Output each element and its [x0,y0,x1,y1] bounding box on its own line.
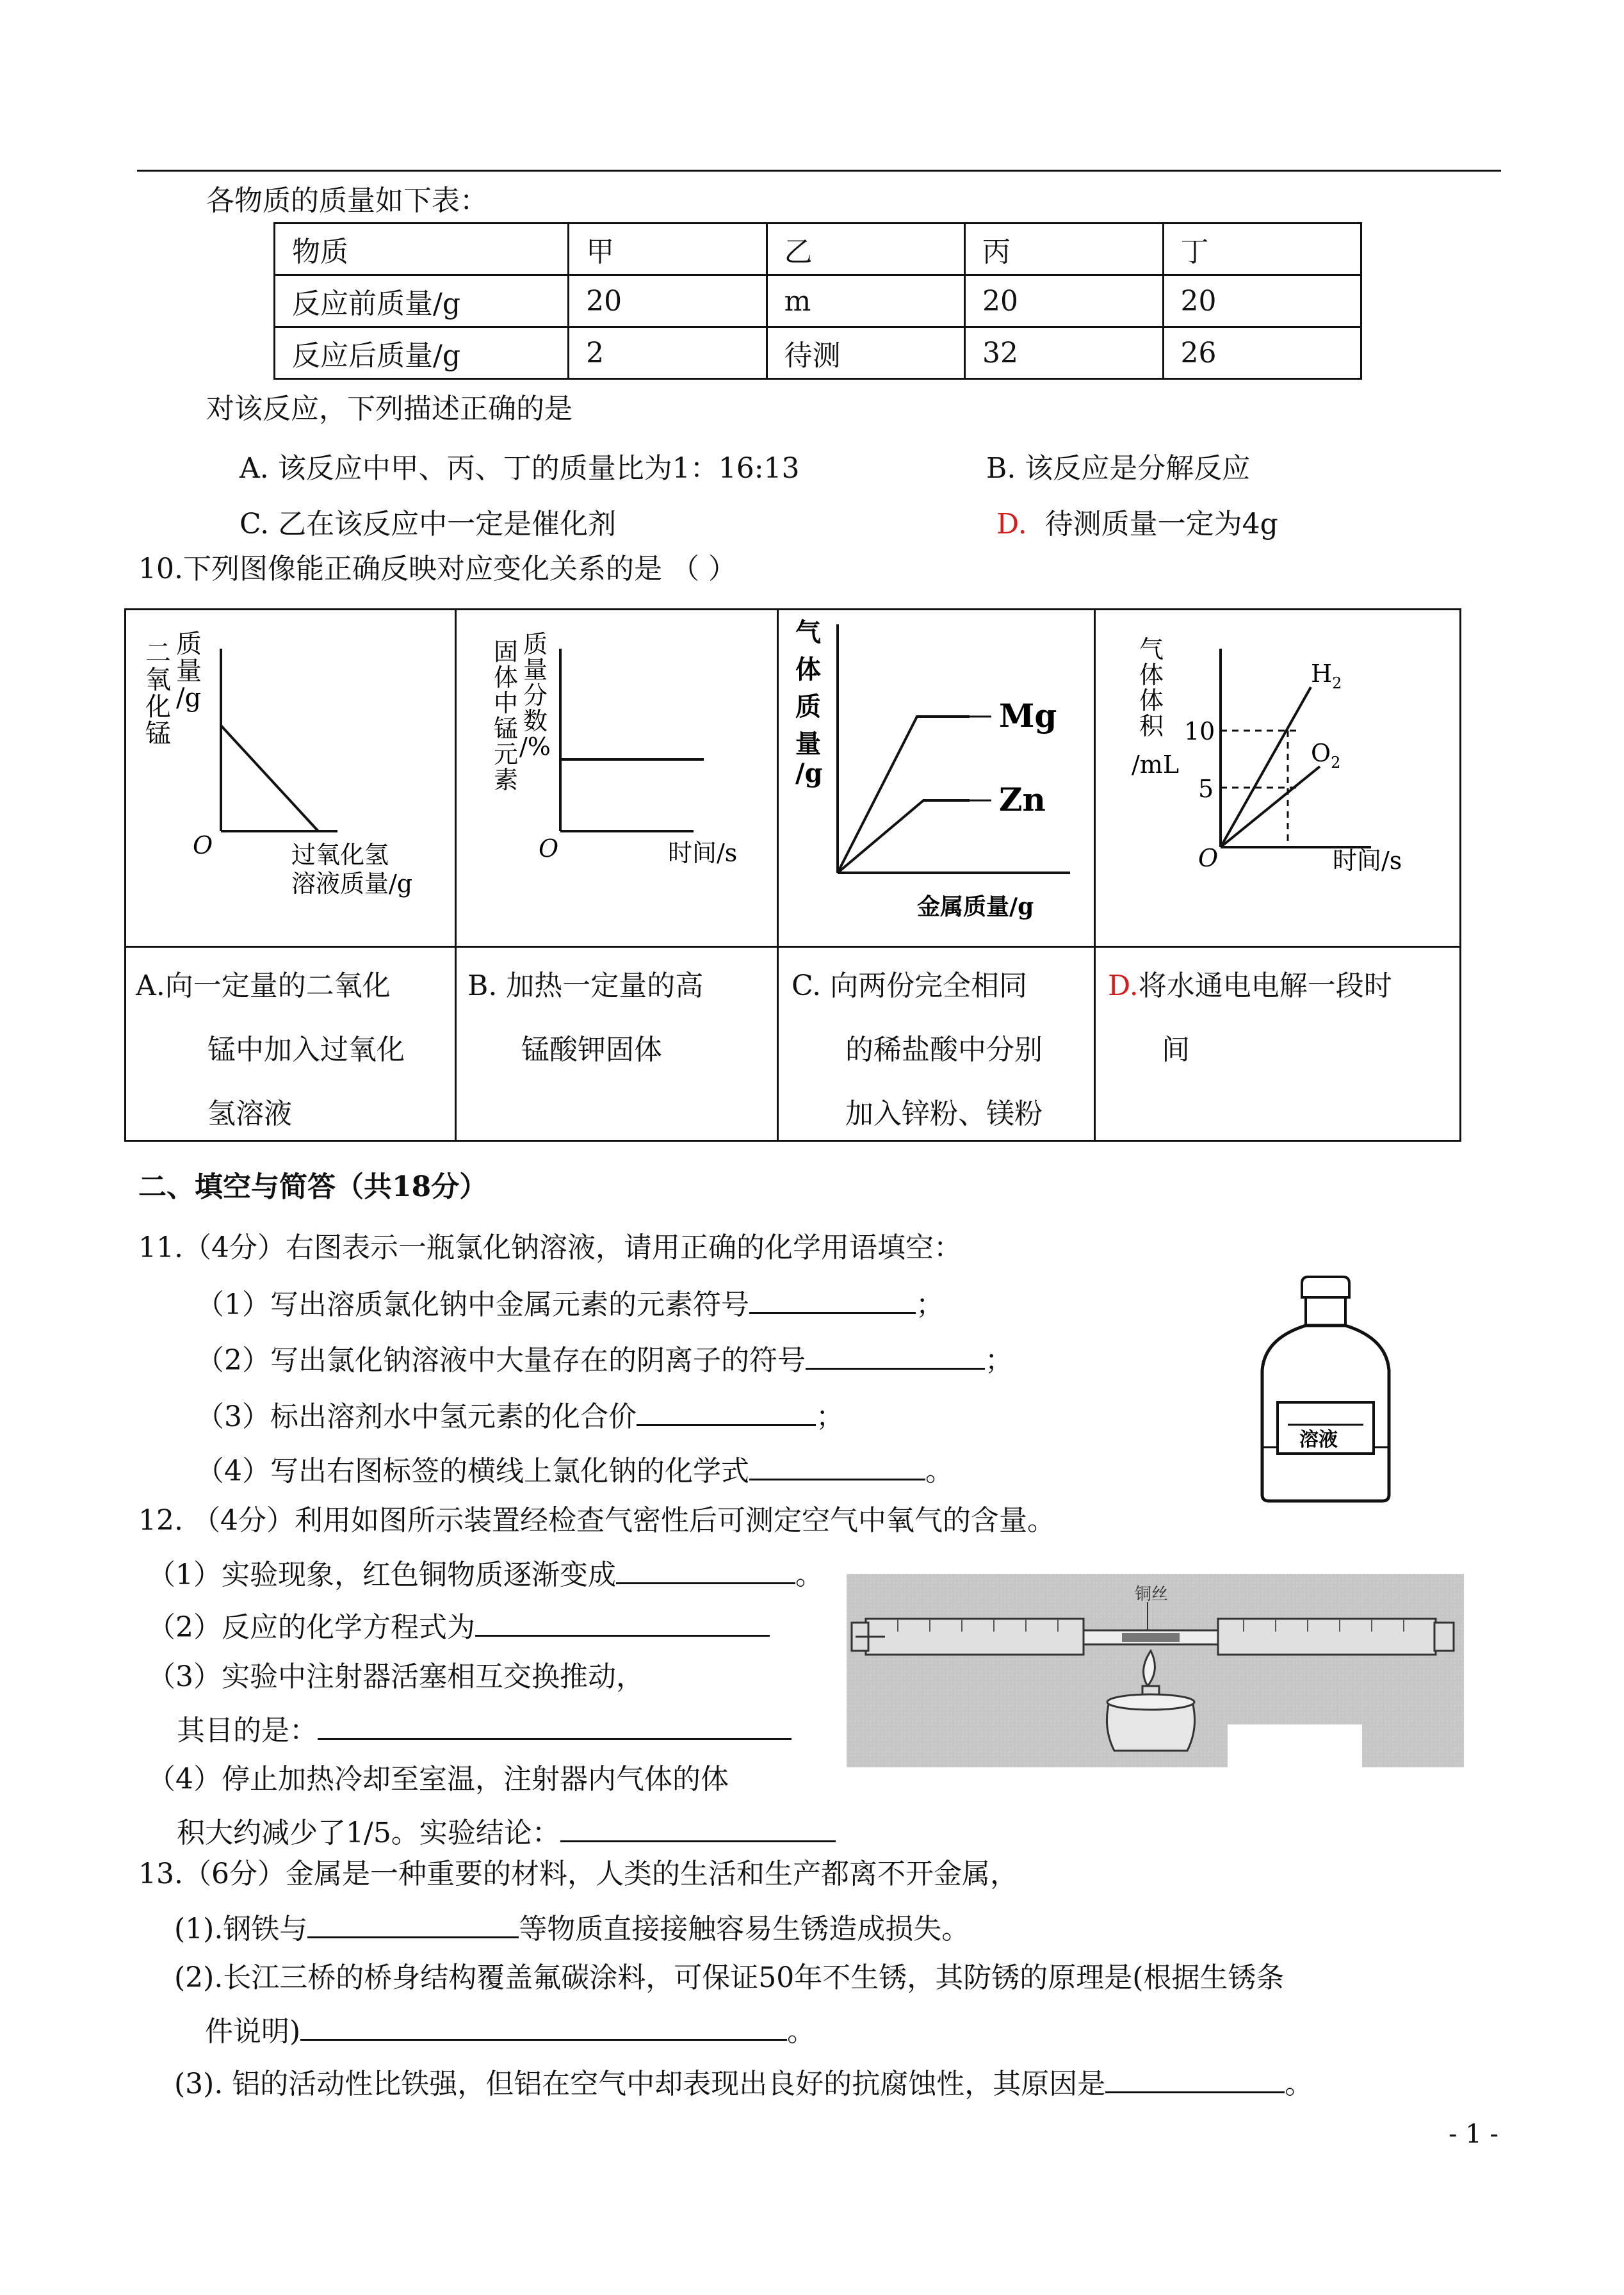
graph-c-series-mg: Mg [999,697,1057,734]
graph-d-ylabel: 体 [1139,661,1164,689]
graph-a-xlabel-1: 过氧化氢 [291,841,389,869]
table-cell: 甲 [569,223,767,275]
q13-answer-blank-1[interactable] [307,1908,519,1938]
graph-b-ylabel-1: 体 [494,663,519,692]
graph-c-line-mg [838,717,970,873]
graph-d-series-h2-sub: 2 [1332,674,1342,692]
q11-part-4 [196,1450,954,1490]
table-row [275,327,1361,379]
graph-d-ylabel: 积 [1139,712,1164,740]
table-cell: 丙 [965,223,1163,275]
q13-part-3 [174,2063,1313,2103]
graph-a-ylabel-2: 质 [176,629,202,659]
q9-option-d [996,506,1278,543]
q11-period: 。 [925,1455,954,1488]
q11-part-2 [196,1340,1013,1379]
graph-b-ylabel-1: 素 [494,766,519,794]
graph-a-ylabel-1: 二 [145,638,171,668]
q11-answer-blank-1[interactable] [749,1284,916,1314]
q10-option-d-text: 将水通电电解一段时 [1138,969,1392,1002]
q12-part-1-text: （1）实验现象，红色铜物质逐渐变成 [147,1559,616,1591]
q12-part-4a: （4）停止加热冷却至室温，注射器内气体的体 [147,1763,729,1796]
graph-a-ylabel-2: /g [176,683,202,713]
graph-b-ylabel-1: 中 [494,689,519,717]
graph-d-series-h2-symbol: H [1311,660,1333,688]
graph-d-origin: O [1198,844,1219,872]
q12-part-2 [147,1607,770,1646]
graph-d-ylabel: 气 [1139,635,1164,663]
q9-option-a: A. 该反应中甲、丙、丁的质量比为1：16:13 [240,452,800,485]
q9-option-c: C. 乙在该反应中一定是催化剂 [240,508,617,540]
q12-part-3a: （3）实验中注射器活塞相互交换推动， [147,1660,644,1693]
table-cell: 丁 [1163,223,1361,275]
graph-c-series-zn: Zn [999,781,1046,818]
q13-part-2b-text: 件说明) [205,2015,301,2048]
graph-d-series-o2-sub: 2 [1331,754,1341,772]
q12-part-3b [177,1710,792,1749]
q12-answer-blank-2[interactable] [475,1607,770,1637]
table-cell: 20 [965,275,1163,327]
q13-part-3-text: (3). 铝的活动性比铁强，但铝在空气中却表现出良好的抗腐蚀性，其原因是 [174,2068,1106,2100]
q11-part-1 [196,1284,944,1324]
q12-part-3b-text: 其目的是： [177,1714,318,1747]
graph-c-ylabel: 体 [795,654,821,685]
q13-stem: 13.（6分）金属是一种重要的材料，人类的生活和生产都离不开金属， [138,1858,1018,1890]
graph-d-series-h2 [1311,660,1342,692]
q10-option-b-line: 锰酸钾固体 [521,1034,662,1066]
q11-part-3-text: （3）标出溶剂水中氢元素的化合价 [196,1400,637,1433]
q10-stem: 10.下列图像能正确反映对应变化关系的是 （ ） [138,553,736,585]
q11-part-4-text: （4）写出右图标签的横线上氯化钠的化学式 [196,1455,749,1488]
graph-b-ylabel-1: 锰 [494,715,519,743]
table-cell: m [767,275,964,327]
graph-b-ylabel-1: 固 [494,638,519,666]
q10-option-a-line: A.向一定量的二氧化 [136,969,391,1002]
q12-part-2-text: （2）反应的化学方程式为 [147,1611,475,1644]
table-cell: 32 [965,327,1163,379]
graph-d [1096,610,1459,946]
graph-b-ylabel-1: 元 [494,740,519,768]
graph-a [126,610,455,946]
q9-stem: 对该反应，下列描述正确的是 [206,393,572,425]
graph-b-ylabel-2: 数 [523,707,548,735]
device-label: 铜丝 [1135,1585,1169,1604]
q13-answer-blank-2[interactable] [300,2011,787,2041]
graph-d-ylabel: /mL [1132,750,1180,779]
table-cell: 26 [1163,327,1361,379]
q10-option-d [1108,954,1392,1082]
graph-d-line-h2 [1221,687,1311,847]
page-number: - 1 - [1449,2120,1498,2149]
bottle-label: 溶液 [1299,1429,1338,1451]
q12-part-4b [177,1812,836,1852]
q9-option-d-letter: D. [996,508,1027,540]
q12-answer-blank-4[interactable] [560,1812,836,1842]
q11-part-2-text: （2）写出氯化钠溶液中大量存在的阴离子的符号 [196,1344,806,1377]
graph-c-xlabel: 金属质量/g [917,893,1034,920]
graph-b-ylabel-2: /% [519,733,551,761]
q12-answer-blank-3[interactable] [318,1710,792,1740]
q12-answer-blank-1[interactable] [616,1554,795,1584]
q13-answer-blank-3[interactable] [1105,2063,1285,2093]
header-rule [137,170,1501,172]
table-cell: 2 [569,327,767,379]
table-intro: 各物质的质量如下表： [206,184,488,217]
graph-d-tick-5: 5 [1198,775,1214,803]
q10-option-b [467,954,703,1082]
q11-semicolon: ； [985,1344,1013,1377]
graph-b-ylabel-2: 质 [523,630,548,658]
graph-b-origin: O [539,834,559,863]
q13-period: 。 [1285,2068,1313,2100]
graph-a-ylabel-1: 化 [145,692,171,722]
q11-part-1-text: （1）写出溶质氯化钠中金属元素的元素符号 [196,1288,749,1321]
graph-b-ylabel-2: 分 [523,681,548,710]
q13-part-2a: (2).长江三桥的桥身结构覆盖氟碳涂料，可保证50年不生锈，其防锈的原理是(根据生锈条 [174,1961,1285,1994]
q12-period: 。 [795,1559,824,1591]
q13-part-1-text: 等物质直接接触容易生锈造成损失。 [519,1913,970,1945]
q10-option-a-line: 锰中加入过氧化 [207,1034,405,1066]
q10-option-a [136,954,405,1146]
q10-option-a-line: 氢溶液 [207,1098,292,1130]
q11-answer-blank-2[interactable] [806,1340,985,1370]
graph-d-xlabel: 时间/s [1333,847,1402,875]
graph-c-ylabel: 量 [795,729,821,759]
table-cell: 反应后质量/g [275,327,569,379]
graph-a-ylabel-1: 锰 [145,719,171,749]
q10-option-c [792,954,1043,1146]
graph-c [779,610,1094,946]
q10-option-c-line: 的稀盐酸中分别 [845,1034,1043,1066]
table-row [275,275,1361,327]
q10-option-c-line: 加入锌粉、镁粉 [845,1098,1043,1130]
table-cell: 待测 [767,327,964,379]
graph-a-line [221,726,318,831]
section-heading: 二、填空与简答（共18分） [138,1171,488,1203]
bottle-illustration [1258,1274,1393,1505]
q10-option-d-letter: D. [1108,969,1139,1002]
graph-d-ylabel: 体 [1139,686,1164,715]
q9-option-d-text: 待测质量一定为4g [1044,508,1278,540]
graph-b [457,610,777,946]
table-cell: 乙 [767,223,964,275]
graph-a-ylabel-2: 量 [176,656,202,686]
graph-d-series-o2-symbol: O [1311,739,1331,767]
q13-part-1-text: (1).钢铁与 [174,1913,308,1945]
q10-option-d-line [1108,954,1392,1018]
q10-option-b-line: B. 加热一定量的高 [467,969,704,1002]
graph-c-ylabel: /g [795,758,823,788]
grid-border [124,946,1461,948]
graph-d-line-o2 [1221,766,1320,847]
table-cell: 物质 [275,223,569,275]
q11-part-3 [196,1396,844,1436]
q9-option-b: B. 该反应是分解反应 [986,452,1251,485]
q10-option-c-line: C. 向两份完全相同 [792,969,1028,1002]
q13-period: 。 [787,2015,816,2048]
table-cell: 20 [569,275,767,327]
q11-semicolon: ； [816,1400,844,1433]
syringe-apparatus-image [847,1574,1464,1767]
q12-part-1 [147,1554,824,1594]
q12-part-4b-text: 积大约减少了1/5。实验结论： [177,1817,560,1849]
q13-part-1 [174,1908,970,1948]
graph-d-tick-10: 10 [1184,717,1215,745]
graph-d-series-o2 [1311,739,1340,772]
q11-answer-blank-3[interactable] [637,1396,816,1426]
table-cell: 20 [1163,275,1361,327]
q11-answer-blank-4[interactable] [749,1450,925,1480]
q12-stem: 12. （4分）利用如图所示装置经检查气密性后可测定空气中氧气的含量。 [138,1504,1055,1537]
q10-option-d-line: 间 [1162,1034,1190,1066]
q13-part-2b [205,2011,815,2050]
table-row [275,223,1361,275]
graph-a-xlabel-2: 溶液质量/g [291,870,413,898]
graph-a-ylabel-1: 氧 [145,665,171,695]
q11-semicolon: ； [916,1288,944,1321]
graph-b-ylabel-2: 量 [523,656,548,684]
q11-stem: 11.（4分）右图表示一瓶氯化钠溶液，请用正确的化学用语填空： [138,1231,962,1264]
grid-border [1459,608,1461,1142]
graph-a-origin: O [193,831,213,859]
graph-c-ylabel: 气 [795,617,821,647]
graph-c-ylabel: 质 [795,692,821,722]
mass-table [273,222,1362,380]
table-cell: 反应前质量/g [275,275,569,327]
graph-b-xlabel: 时间/s [668,839,738,867]
